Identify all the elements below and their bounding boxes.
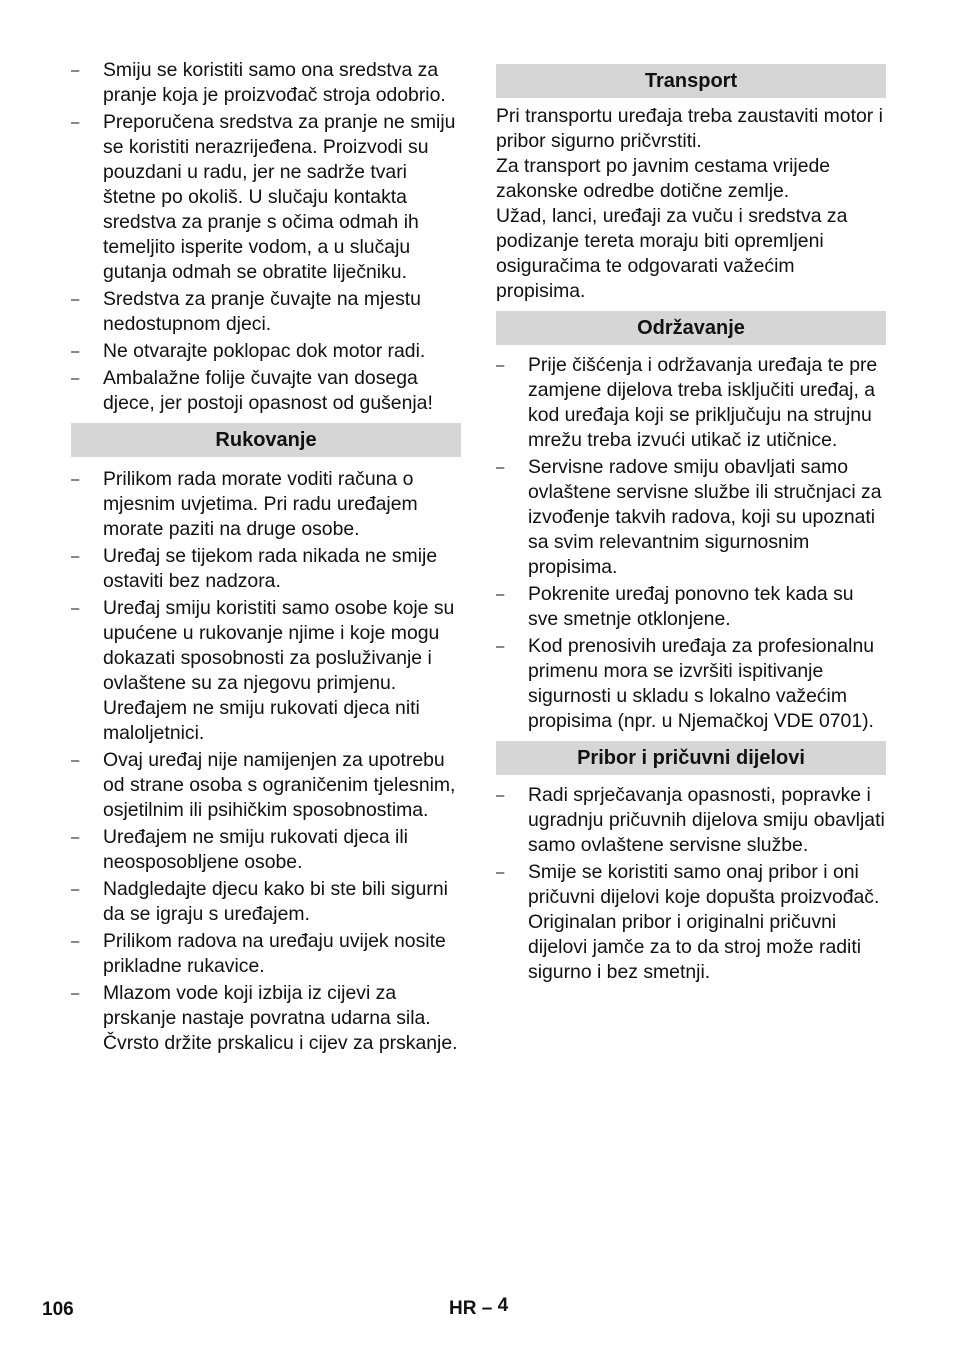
list-dash: – [71, 471, 80, 488]
list-dash: – [71, 343, 80, 360]
section-heading-pribor: Pribor i pričuvni dijelovi [496, 741, 886, 775]
local-page-number: 4 [497, 1295, 509, 1316]
section-heading-transport: Transport [496, 64, 886, 98]
list-dash: – [71, 370, 80, 387]
list-dash: – [71, 291, 80, 308]
transport-paragraph: Užad, lanci, uređaji za vuču i sredstva za podizanje tereta moraju biti opremljeni osiguračima te odgovarati važećim propisima. [496, 205, 848, 302]
odrzavanje-list [496, 353, 886, 734]
list-dash: – [71, 829, 80, 846]
list-item: – Uređaj se tijekom rada nikada ne smije ostaviti bez nadzora. [71, 545, 438, 592]
list-item: – Servisne radove smiju obavljati samo ovlaštene servisne službe ili stručnjaci za izvođenje takvih radova, koji su upoznati sa svim relevantnim sigurnosnim propisima. [496, 456, 882, 578]
list-dash: – [496, 864, 505, 881]
transport-paragraph: Pri transportu uređaja treba zaustaviti motor i pribor sigurno pričvrstiti. [496, 105, 883, 152]
intro-list [71, 58, 461, 416]
list-dash: – [496, 357, 505, 374]
list-dash: – [496, 787, 505, 804]
right-column [496, 58, 886, 987]
list-item: – Prilikom rada morate voditi računa o mjesnim uvjetima. Pri radu uređajem morate paziti na druge osobe. [71, 468, 418, 540]
left-column [71, 58, 461, 1058]
list-item: – Uređaj smiju koristiti samo osobe koje su upućene u rukovanje njime i koje mogu dokazati sposobnosti za posluživanje i ovlaštene su za njegovu primjenu. Uređajem ne smiju rukovati djeca niti maloljetnici. [71, 597, 455, 744]
list-dash: – [71, 548, 80, 565]
section-heading-rukovanje: Rukovanje [71, 423, 461, 457]
list-item: – Sredstva za pranje čuvajte na mjestu nedostupnom djeci. [71, 288, 421, 335]
list-item: – Ne otvarajte poklopac dok motor radi. [71, 340, 426, 362]
list-dash: – [71, 985, 80, 1002]
pribor-list [496, 783, 886, 985]
list-item: – Nadgledajte djecu kako bi ste bili sigurni da se igraju s uređajem. [71, 878, 448, 925]
list-dash: – [71, 114, 80, 131]
list-dash: – [71, 62, 80, 79]
section-heading-odrzavanje: Održavanje [496, 311, 886, 345]
list-item: – Prilikom radova na uređaju uvijek nosite prikladne rukavice. [71, 930, 446, 977]
list-dash: – [496, 638, 505, 655]
list-dash: – [71, 600, 80, 617]
list-item: – Ambalažne folije čuvajte van dosega djece, jer postoji opasnost od gušenja! [71, 367, 433, 414]
transport-paragraph: Za transport po javnim cestama vrijede zakonske odredbe dotične zemlje. [496, 155, 831, 202]
language-code: HR [449, 1298, 477, 1319]
list-item: – Ovaj uređaj nije namijenjen za upotrebu od strane osoba s ograničenim tjelesnim, osjetilnim ili psihičkim sposobnostima. [71, 749, 456, 821]
page-number: 106 [42, 1299, 74, 1320]
list-item: – Uređajem ne smiju rukovati djeca ili neosposobljene osobe. [71, 826, 408, 873]
list-item: – Preporučena sredstva za pranje ne smiju se koristiti nerazrijeđena. Proizvodi su pouzdani u radu, jer ne sadrže tvari štetne po okoliš. U slučaju kontakta sredstva za pranje s očima odmah ih temeljito isperite vodom, a u slučaju gutanja odmah se obratite liječniku. [71, 111, 456, 283]
list-item: – Radi sprječavanja opasnosti, popravke i ugradnju pričuvnih dijelova smiju obavljati samo ovlaštene servisne službe. [496, 784, 885, 856]
list-dash: – [71, 933, 80, 950]
list-item: – Kod prenosivih uređaja za profesionalnu primenu mora se izvršiti ispitivanje sigurnosti u skladu s lokalno važećim propisima (npr. u Njemačkoj VDE 0701). [496, 635, 875, 732]
list-item: – Pokrenite uređaj ponovno tek kada su sve smetnje otklonjene. [496, 583, 854, 630]
list-item: – Mlazom vode koji izbija iz cijevi za prskanje nastaje povratna udarna sila. Čvrsto držite prskalicu i cijev za prskanje. [71, 982, 458, 1054]
list-item: – Smiju se koristiti samo ona sredstva za pranje koja je proizvođač stroja odobrio. [71, 59, 446, 106]
list-dash: – [71, 752, 80, 769]
list-item: – Smije se koristiti samo onaj pribor i oni pričuvni dijelovi koje dopušta proizvođač. Originalan pribor i originalni pričuvni dijelovi jamče za to da stroj može raditi sigurno i bez smetnji. [496, 861, 880, 983]
list-dash: – [496, 459, 505, 476]
language-page-label [449, 1296, 508, 1321]
list-dash: – [496, 586, 505, 603]
list-item: – Prije čišćenja i održavanja uređaja te pre zamjene dijelova treba isključiti uređaj, a kod uređaja koji se priključuju na strujnu mrežu treba izvući utikač iz utičnice. [496, 354, 878, 451]
page-separator: – [481, 1298, 493, 1319]
rukovanje-list [71, 467, 461, 1056]
list-dash: – [71, 881, 80, 898]
